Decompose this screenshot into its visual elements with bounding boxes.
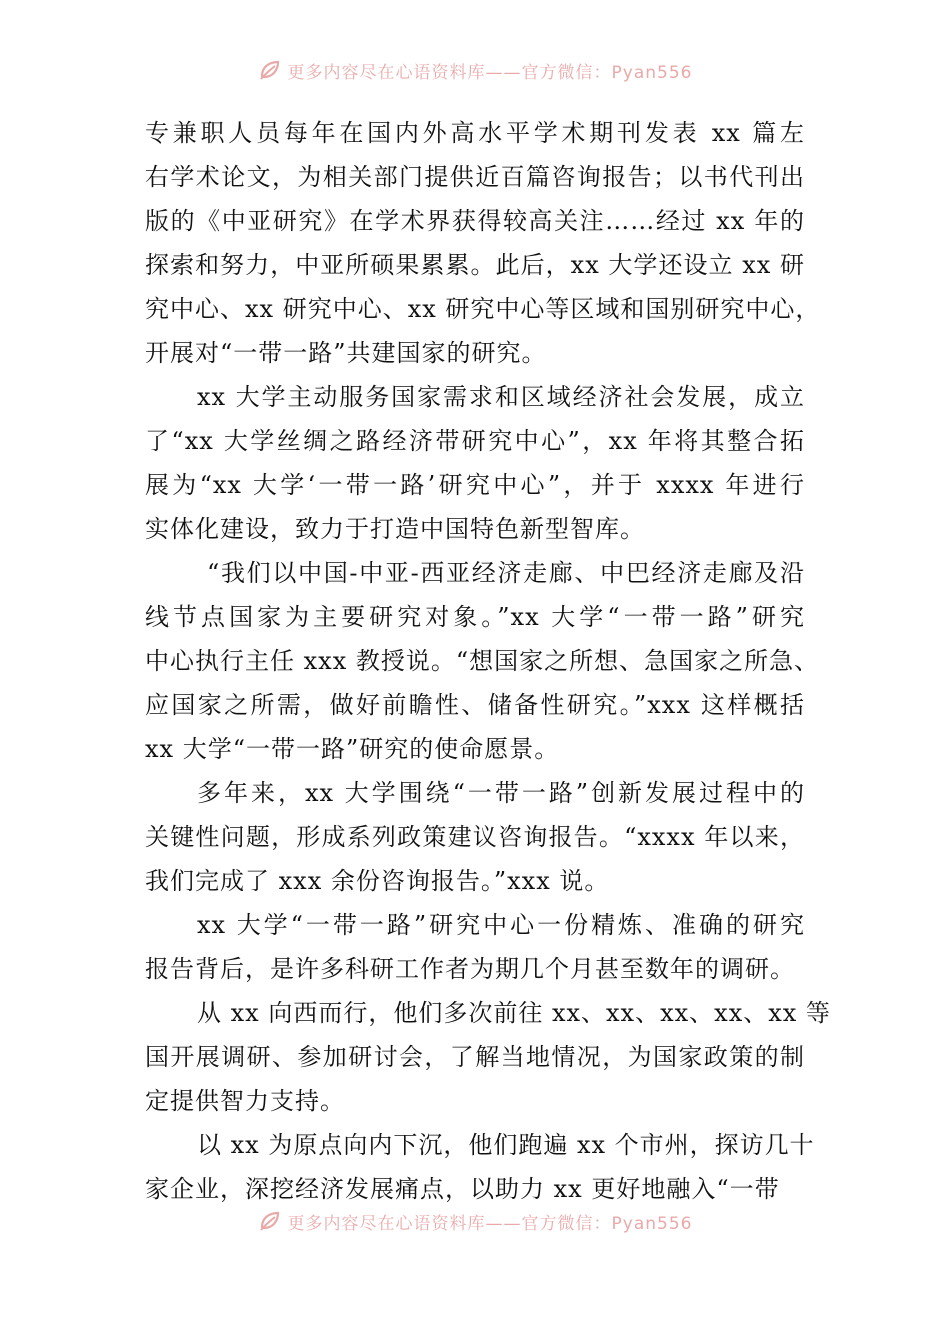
paragraph-line: 了“xx 大学丝绸之路经济带研究中心”，xx 年将其整合拓 xyxy=(145,427,805,455)
paragraph-line: 定提供智力支持。 xyxy=(145,1087,345,1115)
paragraph-line: 探索和努力，中亚所硕果累累。此后，xx 大学还设立 xx 研 xyxy=(145,251,805,279)
paragraph xyxy=(145,111,821,375)
paragraph-line: xx 大学“一带一路”研究的使命愿景。 xyxy=(145,735,560,763)
watermark-text: 更多内容尽在心语资料库——官方微信：Pyan556 xyxy=(287,1213,693,1234)
paragraph-line: 以 xx 为原点向内下沉，他们跑遍 xx 个市州，探访几十 xyxy=(197,1131,815,1159)
paragraph-line: 多年来，xx 大学围绕“一带一路”创新发展过程中的 xyxy=(197,779,805,807)
paragraph-line: 版的《中亚研究》在学术界获得较高关注……经过 xx 年的 xyxy=(145,207,805,235)
header-watermark xyxy=(0,55,950,85)
paragraph-line: “我们以中国-中亚-西亚经济走廊、中巴经济走廊及沿 xyxy=(207,559,805,587)
paragraph xyxy=(145,375,805,551)
paragraph-line: 究中心、xx 研究中心、xx 研究中心等区域和国别研究中心， xyxy=(145,295,821,323)
paragraph-line: 从 xx 向西而行，他们多次前往 xx、xx、xx、xx、xx 等 xyxy=(197,999,831,1027)
paragraph xyxy=(145,771,805,903)
watermark-text: 更多内容尽在心语资料库——官方微信：Pyan556 xyxy=(287,62,693,83)
paragraph-line: 应国家之所需，做好前瞻性、储备性研究。”xxx 这样概括 xyxy=(145,691,805,719)
paragraph xyxy=(145,551,820,771)
paragraph-line: 专兼职人员每年在国内外高水平学术期刊发表 xx 篇左 xyxy=(145,119,805,147)
paragraph-line: 右学术论文，为相关部门提供近百篇咨询报告；以书代刊出 xyxy=(145,163,805,191)
paragraph xyxy=(145,903,805,991)
paragraph xyxy=(145,991,831,1123)
paragraph-line: 展为“xx 大学‘一带一路’研究中心”，并于 xxxx 年进行 xyxy=(145,471,805,499)
paragraph-line: 关键性问题，形成系列政策建议咨询报告。“xxxx 年以来， xyxy=(145,823,805,851)
paragraph-line: 中心执行主任 xxx 教授说。“想国家之所想、急国家之所急、 xyxy=(145,647,820,675)
paragraph-line: 实体化建设，致力于打造中国特色新型智库。 xyxy=(145,515,645,543)
paragraph-line: 开展对“一带一路”共建国家的研究。 xyxy=(145,339,547,367)
footer-watermark xyxy=(0,1206,950,1236)
leaf-logo-icon xyxy=(258,58,282,82)
paragraph-line: 我们完成了 xxx 余份咨询报告。”xxx 说。 xyxy=(145,867,610,895)
paragraph-line: xx 大学主动服务国家需求和区域经济社会发展，成立 xyxy=(197,383,805,411)
leaf-logo-icon xyxy=(258,1209,282,1233)
paragraph-line: 线节点国家为主要研究对象。”xx 大学“一带一路”研究 xyxy=(145,603,805,631)
paragraph-line: 家企业，深挖经济发展痛点，以助力 xx 更好地融入“一带 xyxy=(145,1175,780,1203)
document-body xyxy=(145,111,831,1211)
paragraph-line: 国开展调研、参加研讨会，了解当地情况，为国家政策的制 xyxy=(145,1043,805,1071)
paragraph xyxy=(145,1123,815,1211)
paragraph-line: 报告背后，是许多科研工作者为期几个月甚至数年的调研。 xyxy=(145,955,795,983)
paragraph-line: xx 大学“一带一路”研究中心一份精炼、准确的研究 xyxy=(197,911,805,939)
